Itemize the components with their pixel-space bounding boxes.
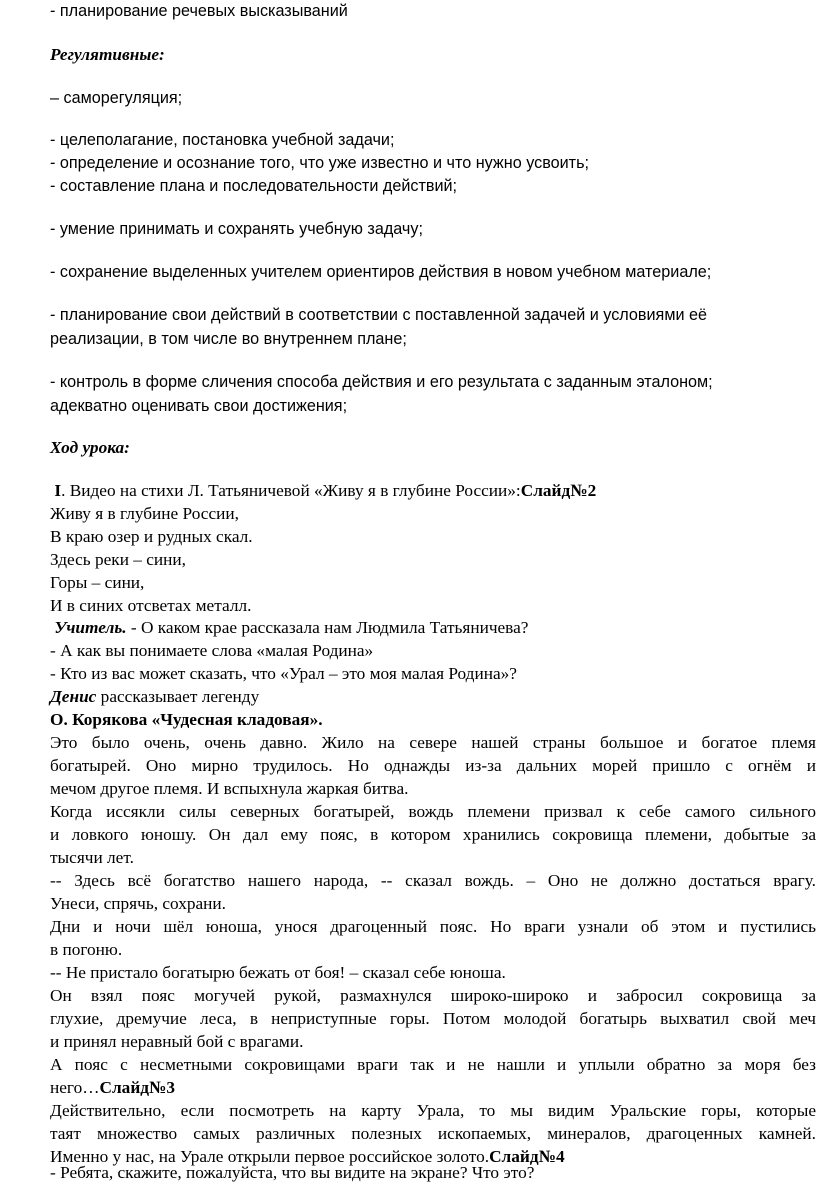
video-text: . Видео на стихи Л. Татьяничевой «Живу я в глубине России»: <box>61 481 521 500</box>
text-line: - планирование речевых высказываний <box>50 2 348 20</box>
slide-label: Слайд№2 <box>520 481 597 500</box>
poem-line: Горы – сини, <box>50 573 145 592</box>
text-line: - сохранение выделенных учителем ориентиров действия в новом учебном материале; <box>50 263 712 281</box>
legend-line: глухие, дремучие леса, в неприступные горы. Потом молодой богатырь выхватил свой меч <box>50 1009 816 1028</box>
legend-line: -- Не пристало богатырю бежать от боя! – сказал себе юноша. <box>50 963 506 982</box>
text-line: - контроль в форме сличения способа действия и его результата с заданным эталоном; <box>50 373 713 391</box>
section-heading-regulative: Регулятивные: <box>50 45 165 64</box>
text-line: - определение и осознание того, что уже известно и что нужно усвоить; <box>50 154 590 172</box>
question-line: - Ребята, скажите, пожалуйста, что вы видите на экране? Что это? <box>50 1163 535 1182</box>
legend-text: него… <box>50 1078 100 1097</box>
text-segment: Именно у нас, на Урале открыли первое российское золото. <box>50 1147 490 1166</box>
slide-label: Слайд№3 <box>99 1078 176 1097</box>
legend-line: А пояс с несметными сокровищами враги так и не нашли и уплыли обратно за моря без <box>50 1055 816 1074</box>
text-line: - умение принимать и сохранять учебную задачу; <box>50 220 423 238</box>
legend-line: Дни и ночи шёл юноша, унося драгоценный пояс. Но враги узнали об этом и пустились <box>50 917 816 936</box>
poem-line: Здесь реки – сини, <box>50 550 186 569</box>
denis-label: Денис <box>50 687 97 706</box>
poem-line: В краю озер и рудных скал. <box>50 527 253 546</box>
slide-label: Слайд№4 <box>489 1147 565 1166</box>
legend-line: в погоню. <box>50 940 123 959</box>
teacher-question: - О каком крае рассказала нам Людмила Татьяничева? <box>126 618 529 637</box>
roman-numeral: I <box>54 481 62 500</box>
text-line: таят множество самых различных полезных ископаемых, минералов, драгоценных камней. <box>50 1124 816 1143</box>
section-heading-lesson: Ход урока: <box>50 438 130 457</box>
legend-line: богатырей. Оно мирно трудилось. Но однажды из-за дальних морей пришло с огнём и <box>50 756 816 775</box>
legend-line: Это было очень, очень давно. Жило на севере нашей страны большое и богатое племя <box>50 733 816 752</box>
video-line <box>50 480 596 502</box>
text-line: - планирование свои действий в соответствии с поставленной задачей и условиями её <box>50 306 707 324</box>
legend-line: Когда иссякли силы северных богатырей, вождь племени призвал к себе самого сильного <box>50 802 816 821</box>
legend-line: Он взял пояс могучей рукой, размахнулся широко-широко и забросил сокровища за <box>50 986 816 1005</box>
denis-text: рассказывает легенду <box>96 687 260 706</box>
legend-line: -- Здесь всё богатство нашего народа, -- сказал вождь. – Оно не должно достаться врагу. <box>50 871 816 890</box>
legend-title: О. Корякова «Чудесная кладовая». <box>50 710 323 729</box>
poem-line: Живу я в глубине России, <box>50 504 239 523</box>
text-line: реализации, в том числе во внутреннем плане; <box>50 330 407 348</box>
legend-line: мечом другое племя. И вспыхнула жаркая битва. <box>50 779 409 798</box>
text-line: – саморегуляция; <box>50 89 183 107</box>
teacher-line <box>50 617 528 639</box>
legend-line: и принял неравный бой с врагами. <box>50 1032 304 1051</box>
text-line: адекватно оценивать свои достижения; <box>50 397 348 415</box>
poem-line: И в синих отсветах металл. <box>50 596 252 615</box>
text-line: Действительно, если посмотреть на карту Урала, то мы видим Уральские горы, которые <box>50 1101 816 1120</box>
denis-line <box>50 686 259 708</box>
teacher-label: Учитель. <box>54 618 127 637</box>
legend-line <box>50 1077 175 1099</box>
legend-line: тысячи лет. <box>50 848 134 867</box>
question-line: - Кто из вас может сказать, что «Урал – это моя малая Родина»? <box>50 664 517 683</box>
question-line: - А как вы понимаете слова «малая Родина» <box>50 641 374 660</box>
legend-line: Унеси, спрячь, сохрани. <box>50 894 226 913</box>
text-line: - составление плана и последовательности действий; <box>50 177 458 195</box>
text-line: - целеполагание, постановка учебной задачи; <box>50 131 395 149</box>
legend-line: и ловкого юношу. Он дал ему пояс, в котором хранились сокровища племени, добытые за <box>50 825 816 844</box>
